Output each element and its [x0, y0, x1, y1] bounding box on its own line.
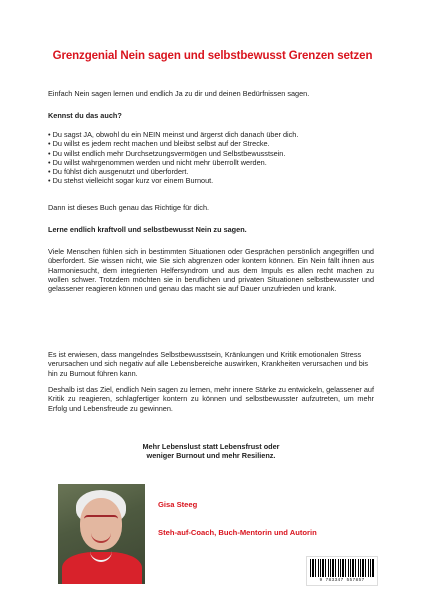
author-photo — [58, 484, 145, 584]
then-text: Dann ist dieses Buch genau das Richtige für dich. — [48, 203, 210, 212]
question-heading: Kennst du das auch? — [48, 111, 122, 120]
intro-text: Einfach Nein sagen lernen und endlich Ja zu dir und deinen Bedürfnissen sagen. — [48, 89, 310, 98]
list-item: • Du willst endlich mehr Durchsetzungsvermögen und Selbstbewusstsein. — [48, 149, 374, 158]
lerne-heading: Lerne endlich kraftvoll und selbstbewusst Nein zu sagen. — [48, 225, 247, 234]
list-item: • Du stehst vielleicht sogar kurz vor einem Burnout. — [48, 176, 374, 185]
list-item: • Du fühlst dich ausgenutzt und überfordert. — [48, 167, 374, 176]
list-item: • Du sagst JA, obwohl du ein NEIN meinst und ärgerst dich danach über dich. — [48, 130, 374, 139]
list-item: • Du willst es jedem recht machen und bleibst selbst auf der Strecke. — [48, 139, 374, 148]
author-name: Gisa Steeg — [158, 500, 198, 509]
tagline-line-2: weniger Burnout und mehr Resilienz. — [146, 451, 276, 461]
list-item: • Du willst wahrgenommen werden und nicht mehr überrollt werden. — [48, 158, 374, 167]
barcode-digits: 9 783347 557857 — [319, 578, 365, 583]
author-role: Steh-auf-Coach, Buch-Mentorin und Autorin — [158, 528, 317, 537]
tagline-line-1: Mehr Lebenslust statt Lebensfrust oder — [142, 442, 280, 451]
isbn-barcode — [306, 556, 378, 586]
bullet-list — [48, 130, 374, 186]
paragraph-2: Es ist erwiesen, dass mangelndes Selbstbewusstsein, Kränkungen und Kritik emotionalen Stress verursachen und sich negativ auf alle Lebensbereiche auswirken, Krankheiten verursachen und bis hin zu Burnout führen kann. — [48, 350, 369, 378]
paragraph-1: Viele Menschen fühlen sich in bestimmten Situationen oder Gesprächen persönlich angegriffen und überfordert. Sie wissen nicht, wie Sie sich abgrenzen oder kontern können. Ein Nein fällt ihnen aus Harmoniesucht, dem integrierten Helfersyndrom und aus dem Impuls es allen recht machen zu wollen schwer. Trotzdem möchten sie in beruflichen und privaten Situationen selbstbewusster und gelassener reagieren können und genau das macht sie auf Dauer unzufrieden und krank. — [48, 247, 374, 294]
tagline — [48, 442, 374, 461]
paragraph-ziel: Deshalb ist das Ziel, endlich Nein sagen zu lernen, mehr innere Stärke zu entwickeln, gelassener auf Kritik zu reagieren, schlagfertiger kontern zu können und selbstbewusster aufzutreten, um mehr Erfolg und Lebensfreude zu gewinnen. — [48, 385, 374, 413]
barcode-bars — [310, 559, 374, 577]
book-title: Grenzgenial Nein sagen und selbstbewusst Grenzen setzen — [52, 50, 373, 62]
